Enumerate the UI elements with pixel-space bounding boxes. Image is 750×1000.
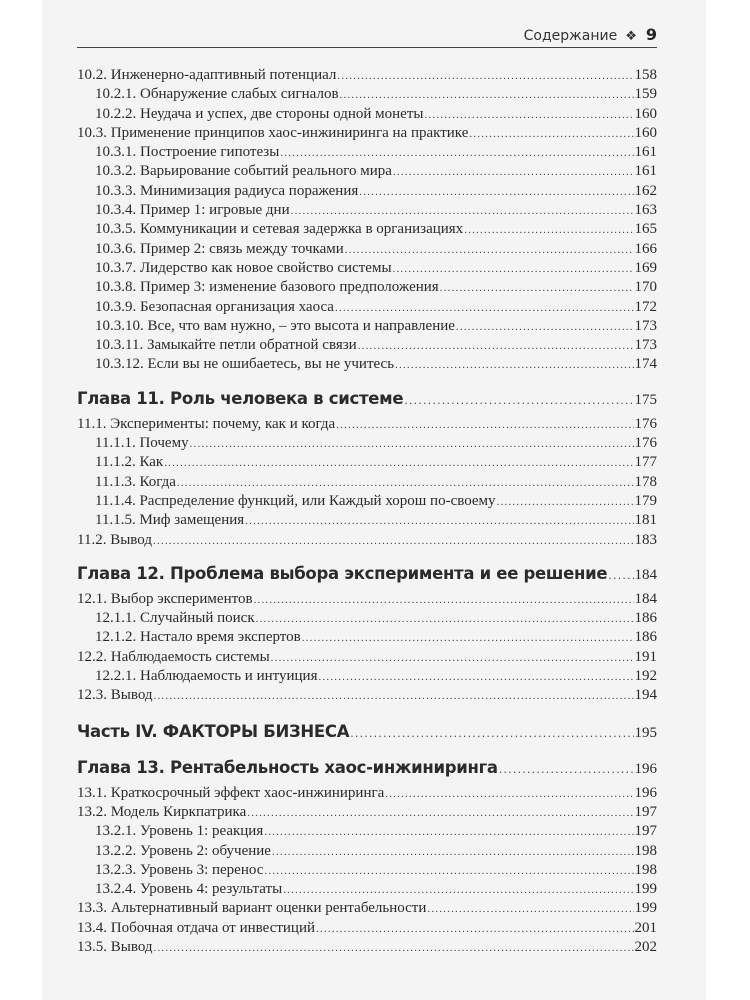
running-header [77, 18, 657, 48]
leader-dots [427, 900, 633, 919]
toc-group-chapter-10 [77, 66, 657, 375]
leader-dots [264, 862, 633, 881]
toc-subsection-entry[interactable] [77, 182, 657, 201]
toc-entry-title: 10.3.10. Все, что вам нужно, – это высота и направление [95, 317, 455, 334]
toc-entry-title: 10.3.8. Пример 3: изменение базового предположения [95, 279, 439, 296]
toc-entry-title: 10.3.4. Пример 1: игровые дни [95, 202, 290, 219]
toc-section-entry[interactable] [77, 784, 657, 803]
toc-page-number: 172 [634, 298, 657, 315]
toc-entry-title: 11.1.3. Когда [95, 473, 176, 490]
toc-page-number: 201 [634, 919, 657, 936]
toc-subsection-entry[interactable] [77, 201, 657, 220]
header-section-title: Содержание [523, 28, 618, 44]
toc-page-number: 197 [634, 803, 657, 820]
toc-page-number: 174 [634, 356, 657, 373]
toc-entry-title: 10.3.5. Коммуникации и сетевая задержка в организациях [95, 221, 464, 238]
toc-page-number: 179 [634, 492, 657, 509]
toc-page-number: 198 [634, 861, 657, 878]
toc-page-number: 195 [634, 724, 657, 741]
toc-subsection-entry[interactable] [77, 609, 657, 628]
toc-subsection-entry[interactable] [77, 278, 657, 297]
toc-chapter-title: Глава 13. Рентабельность хаос-инжиниринга [77, 757, 498, 777]
toc-entry-title: 13.2. Модель Киркпатрика [77, 803, 247, 820]
leader-dots [247, 804, 633, 823]
leader-dots [280, 144, 633, 163]
toc-page-number: 161 [634, 163, 657, 180]
leader-dots [154, 687, 634, 706]
leader-dots [245, 512, 633, 531]
toc-entry-title: 11.1.1. Почему [95, 435, 189, 452]
toc-page-number: 197 [634, 823, 657, 840]
toc-section-entry[interactable] [77, 899, 657, 918]
toc-page-number: 196 [634, 760, 657, 777]
toc-entry-title: 10.3. Применение принципов хаос-инжиниринга на практике [77, 124, 469, 141]
toc-chapter-11[interactable] [77, 387, 657, 411]
toc-chapter-title: Глава 11. Роль человека в системе [77, 388, 404, 408]
toc-part-4[interactable] [77, 720, 657, 744]
leader-dots [256, 610, 634, 629]
toc-page-number: 170 [634, 279, 657, 296]
leader-dots [456, 318, 634, 337]
leader-dots [164, 454, 633, 473]
toc-page-number: 160 [634, 105, 657, 122]
leader-dots [337, 67, 633, 86]
leader-dots [440, 279, 634, 298]
leader-dots [177, 474, 634, 493]
toc-entry-title: 11.1. Эксперименты: почему, как и когда [77, 415, 336, 432]
toc-entry-title: 13.2.1. Уровень 1: реакция [95, 823, 264, 840]
toc-section-entry[interactable] [77, 66, 657, 85]
toc-section-entry[interactable] [77, 590, 657, 609]
toc-entry-title: 12.1. Выбор экспериментов [77, 590, 253, 607]
toc-page-number: 196 [634, 784, 657, 801]
toc-page-number: 198 [634, 842, 657, 859]
toc-subsection-entry[interactable] [77, 355, 657, 374]
toc-chapter-13[interactable] [77, 756, 657, 780]
ornament-icon: ❖ [625, 29, 637, 44]
toc-section-entry[interactable] [77, 686, 657, 705]
toc-group-chapter-11 [77, 415, 657, 550]
toc-section-entry[interactable] [77, 938, 657, 957]
toc-entry-title: 12.3. Вывод [77, 687, 153, 704]
leader-dots [345, 241, 634, 260]
toc-subsection-entry[interactable] [77, 85, 657, 104]
toc-subsection-entry[interactable] [77, 298, 657, 317]
leader-dots [316, 920, 633, 939]
leader-dots [335, 299, 634, 318]
leader-dots [499, 758, 634, 782]
leader-dots [302, 629, 634, 648]
toc-page-number: 162 [634, 182, 657, 199]
toc-section-entry[interactable] [77, 648, 657, 667]
toc-subsection-entry[interactable] [77, 336, 657, 355]
toc-subsection-entry[interactable] [77, 220, 657, 239]
toc-section-entry[interactable] [77, 919, 657, 938]
leader-dots [272, 843, 634, 862]
toc-subsection-entry[interactable] [77, 880, 657, 899]
toc-entry-title: 11.1.5. Миф замещения [95, 512, 245, 529]
leader-dots [271, 649, 634, 668]
leader-dots [350, 722, 633, 746]
leader-dots [393, 260, 634, 279]
toc-page-number: 184 [634, 590, 657, 607]
toc-subsection-entry[interactable] [77, 861, 657, 880]
toc-entry-title: 13.2.4. Уровень 4: результаты [95, 881, 283, 898]
toc-page-number: 183 [634, 531, 657, 548]
toc-page-number: 202 [634, 938, 657, 955]
toc-subsection-entry[interactable] [77, 842, 657, 861]
toc-entry-title: 12.1.2. Настало время экспертов [95, 629, 301, 646]
toc-page-number: 199 [634, 900, 657, 917]
toc-entry-title: 10.2.2. Неудача и успех, две стороны одной монеты [95, 105, 424, 122]
toc-section-entry[interactable] [77, 124, 657, 143]
leader-dots [464, 221, 633, 240]
toc-entry-title: 13.3. Альтернативный вариант оценки рентабельности [77, 900, 427, 917]
toc-entry-title: 10.3.9. Безопасная организация хаоса [95, 298, 334, 315]
leader-dots [395, 356, 633, 375]
toc-subsection-entry[interactable] [77, 240, 657, 259]
toc-subsection-entry[interactable] [77, 143, 657, 162]
toc-part-title: Часть IV. ФАКТОРЫ БИЗНЕСА [77, 721, 350, 741]
toc-entry-title: 10.2.1. Обнаружение слабых сигналов [95, 86, 339, 103]
toc-page-number: 159 [634, 86, 657, 103]
toc-section-entry[interactable] [77, 803, 657, 822]
toc-page-number: 160 [634, 124, 657, 141]
toc-page-number: 175 [634, 391, 657, 408]
toc-subsection-entry[interactable] [77, 628, 657, 647]
leader-dots [385, 785, 633, 804]
toc-chapter-title: Глава 12. Проблема выбора эксперимента и ее решение [77, 563, 608, 583]
toc-entry-title: 10.3.7. Лидерство как новое свойство системы [95, 259, 392, 276]
leader-dots [154, 939, 634, 958]
leader-dots [608, 564, 633, 588]
toc-page-number: 191 [634, 648, 657, 665]
toc-subsection-entry[interactable] [77, 492, 657, 511]
toc-subsection-entry[interactable] [77, 511, 657, 530]
toc-entry-title: 12.1.1. Случайный поиск [95, 610, 255, 627]
toc-entry-title: 11.1.2. Как [95, 454, 164, 471]
toc-entry-title: 13.4. Побочная отдача от инвестиций [77, 919, 316, 936]
toc-page-number: 166 [634, 240, 657, 257]
leader-dots [318, 668, 633, 687]
toc-section-entry[interactable] [77, 531, 657, 550]
toc-page-number: 177 [634, 454, 657, 471]
toc-subsection-entry[interactable] [77, 822, 657, 841]
toc-entry-title: 10.3.11. Замыкайте петли обратной связи [95, 337, 357, 354]
toc-subsection-entry[interactable] [77, 105, 657, 124]
leader-dots [264, 823, 633, 842]
toc-page-number: 176 [634, 415, 657, 432]
toc-page-number: 165 [634, 221, 657, 238]
toc-entry-title: 11.1.4. Распределение функций, или Каждый хорош по-своему [95, 492, 496, 509]
toc-page-number: 184 [634, 566, 657, 583]
leader-dots [359, 183, 633, 202]
toc-entry-title: 10.2. Инженерно-адаптивный потенциал [77, 67, 337, 83]
leader-dots [469, 125, 633, 144]
toc-group-chapter-12 [77, 590, 657, 706]
toc-entry-title: 12.2.1. Наблюдаемость и интуиция [95, 668, 318, 685]
leader-dots [497, 493, 634, 512]
toc-entry-title: 13.1. Краткосрочный эффект хаос-инжиниринга [77, 784, 385, 801]
leader-dots [340, 86, 634, 105]
page-number: 9 [645, 25, 657, 44]
toc-entry-title: 10.3.1. Построение гипотезы [95, 144, 280, 161]
toc-entry-title: 13.2.2. Уровень 2: обучение [95, 842, 271, 859]
toc-group-chapter-13 [77, 784, 657, 958]
toc-entry-title: 10.3.3. Минимизация радиуса поражения [95, 182, 359, 199]
leader-dots [291, 202, 634, 221]
toc-entry-title: 10.3.12. Если вы не ошибаетесь, вы не учитесь [95, 356, 395, 373]
leader-dots [336, 416, 633, 435]
toc-entry-title: 13.2.3. Уровень 3: перенос [95, 861, 264, 878]
toc-page-number: 163 [634, 202, 657, 219]
toc-subsection-entry[interactable] [77, 259, 657, 278]
leader-dots [153, 532, 634, 551]
toc-entry-title: 11.2. Вывод [77, 531, 152, 548]
toc-page-number: 161 [634, 144, 657, 161]
toc-page-number: 194 [634, 687, 657, 704]
toc-page-number: 186 [634, 629, 657, 646]
toc-entry-title: 13.5. Вывод [77, 938, 153, 955]
toc-entry-title: 10.3.6. Пример 2: связь между точками [95, 240, 344, 257]
toc-page-number: 176 [634, 435, 657, 452]
leader-dots [424, 106, 633, 125]
leader-dots [190, 435, 634, 454]
toc-page-number: 199 [634, 881, 657, 898]
leader-dots [254, 591, 634, 610]
toc-page-number: 192 [634, 668, 657, 685]
toc-entry-title: 10.3.2. Варьирование событий реального мира [95, 163, 392, 180]
toc-page-number: 181 [634, 512, 657, 529]
toc-page-number: 186 [634, 610, 657, 627]
toc-page-number: 178 [634, 473, 657, 490]
leader-dots [404, 389, 633, 413]
toc-subsection-entry[interactable] [77, 317, 657, 336]
toc-entry-title: 12.2. Наблюдаемость системы [77, 648, 270, 665]
leader-dots [393, 163, 634, 182]
toc-subsection-entry[interactable] [77, 162, 657, 181]
toc-subsection-entry[interactable] [77, 434, 657, 453]
toc-page-number: 173 [634, 317, 657, 334]
toc-section-entry[interactable] [77, 415, 657, 434]
table-of-contents [77, 66, 657, 957]
toc-page-number: 173 [634, 337, 657, 354]
leader-dots [358, 337, 634, 356]
leader-dots [283, 881, 633, 900]
toc-page-number: 158 [634, 67, 657, 83]
toc-subsection-entry[interactable] [77, 453, 657, 472]
toc-page-number: 169 [634, 259, 657, 276]
toc-chapter-12[interactable] [77, 562, 657, 586]
toc-subsection-entry[interactable] [77, 473, 657, 492]
toc-subsection-entry[interactable] [77, 667, 657, 686]
